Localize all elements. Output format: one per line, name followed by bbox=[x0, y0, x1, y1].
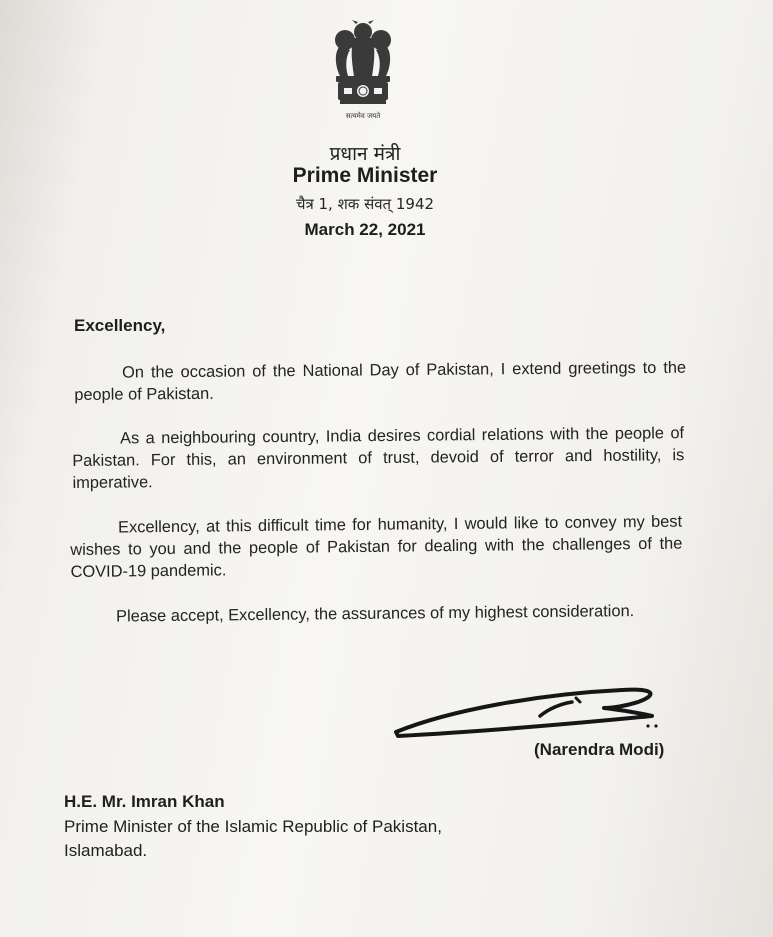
page-title: Prime Minister bbox=[292, 164, 438, 187]
saka-date: चैत्र 1, शक संवत् 1942 bbox=[295, 195, 435, 213]
letter-date: March 22, 2021 bbox=[304, 220, 426, 239]
addressee-name: H.E. Mr. Imran Khan bbox=[64, 792, 225, 811]
emblem-motto: सत्यमेव जयते bbox=[345, 112, 381, 120]
state-emblem-icon bbox=[326, 18, 400, 122]
paragraph-3-text: Excellency, at this difficult time for humanity, I would like to convey my best wishes to you and the people of Pakistan for dealing with the challenges of the COVID-19 pandemic. bbox=[70, 512, 683, 581]
paragraph-2-text: As a neighbouring country, India desires cordial relations with the people of Pakistan. For this, an environment of trust, devoid of terror and hostility, is imperative. bbox=[72, 424, 685, 492]
paragraph-1-text: On the occasion of the National Day of Pakistan, I extend greetings to the people of Pakistan. bbox=[74, 358, 687, 404]
paragraph-3 bbox=[70, 511, 683, 583]
handwritten-signature bbox=[390, 680, 670, 744]
addressee-title: Prime Minister of the Islamic Republic of Pakistan, bbox=[64, 817, 442, 836]
title-hindi: प्रधान मंत्री bbox=[329, 143, 401, 165]
paragraph-4-text: Please accept, Excellency, the assurances of my highest consideration. bbox=[116, 602, 635, 626]
paragraph-2 bbox=[72, 422, 685, 494]
signatory-name: (Narendra Modi) bbox=[534, 740, 665, 759]
paragraph-1 bbox=[74, 357, 686, 406]
addressee-city: Islamabad. bbox=[64, 841, 148, 860]
paragraph-4 bbox=[68, 600, 680, 628]
salutation: Excellency, bbox=[74, 316, 166, 335]
